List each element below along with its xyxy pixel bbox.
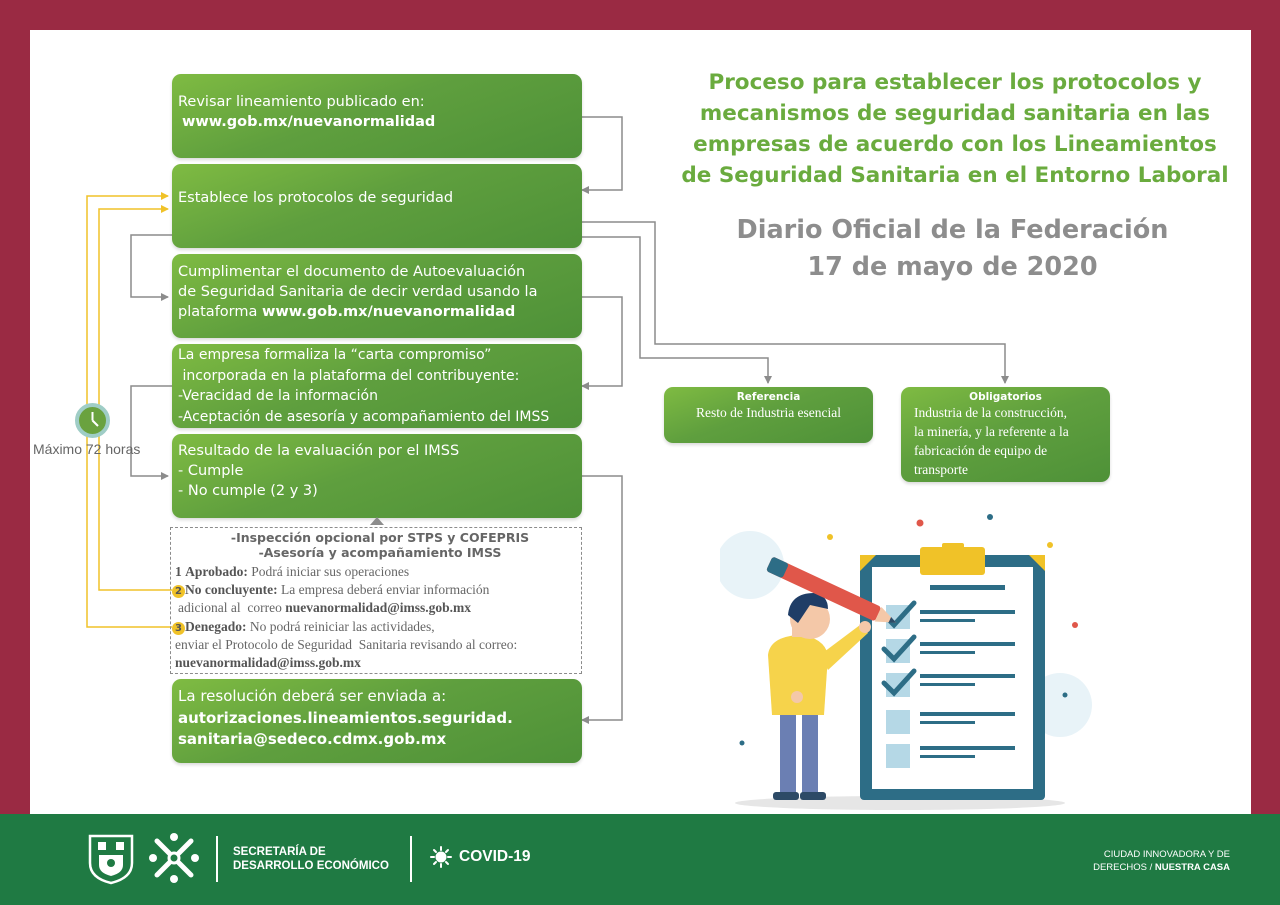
step-review-link[interactable]: www.gob.mx/nuevanormalidad: [182, 114, 436, 130]
step-imss-result: [172, 434, 582, 518]
step-self-link[interactable]: www.gob.mx/nuevanormalidad: [262, 304, 516, 320]
step-establish-text: Establece los protocolos de seguridad: [178, 190, 454, 206]
approved-num: 1: [175, 564, 182, 579]
inconclusive-text-2: adicional al correo: [178, 600, 286, 615]
step-result-line: Resultado de la evaluación por el IMSS: [178, 443, 460, 459]
denied-email[interactable]: nuevanormalidad@imss.gob.mx: [175, 655, 361, 670]
secretaria-line-2: DESARROLLO ECONÓMICO: [233, 860, 389, 872]
inconclusive-num: 2: [172, 585, 185, 598]
step-establish-protocols: [172, 164, 582, 248]
step-self-line3: plataforma: [178, 304, 262, 320]
outcome-denied-line2: enviar el Protocolo de Seguridad Sanitaria revisando al correo:: [175, 637, 518, 652]
title-line: mecanismos de seguridad sanitaria en las: [699, 101, 1211, 126]
inspection-head-1: -Inspección opcional por STPS y COFEPRIS: [230, 530, 530, 545]
denied-label: Denegado:: [185, 619, 247, 634]
step-commit-line: incorporada en la plataforma del contribuyente:: [178, 367, 520, 384]
title-line: empresas de acuerdo con los Lineamientos: [693, 132, 1217, 157]
denied-num: 3: [172, 622, 185, 635]
approved-label: Aprobado:: [185, 564, 248, 579]
resolution-text: La resolución deberá ser enviada a:: [178, 687, 447, 705]
outcome-denied-email: [175, 655, 361, 671]
obligatorios-line: fabricación de equipo de: [914, 443, 1048, 458]
category-obligatorios: [901, 387, 1110, 482]
step-self-line1: Cumplimentar el documento de Autoevaluación: [178, 264, 526, 280]
divider: [216, 836, 218, 882]
slogan-prefix: DERECHOS /: [1093, 862, 1155, 873]
category-referencia: [664, 387, 873, 443]
connector-s4-s5: [131, 386, 172, 476]
slogan-line-2: [1020, 862, 1230, 873]
outcome-approved: [175, 564, 409, 580]
secretaria-line-1: SECRETARÍA DE: [233, 846, 326, 858]
referencia-head: Referencia: [736, 391, 801, 403]
cdmx-shield-icon: [87, 833, 135, 885]
approved-text: Podrá iniciar sus operaciones: [247, 564, 410, 579]
obligatorios-head: Obligatorios: [969, 391, 1042, 403]
resolution-email-2[interactable]: sanitaria@sedeco.cdmx.gob.mx: [178, 730, 447, 748]
connector-s1-s2: [582, 117, 622, 190]
slogan-line-1: CIUDAD INNOVADORA Y DE: [1103, 849, 1230, 860]
step-self-assessment: [172, 254, 582, 338]
step-commitment-letter: [172, 344, 582, 428]
step-review-guidelines: [172, 74, 582, 158]
title-line: de Seguridad Sanitaria en el Entorno Laboral: [681, 163, 1229, 188]
slogan-bold: NUESTRA CASA: [1154, 862, 1230, 873]
denied-text: No podrá reiniciar las actividades,: [246, 619, 435, 634]
referencia-text: Resto de Industria esencial: [695, 405, 842, 420]
step-self-line2: de Seguridad Sanitaria de decir verdad usando la: [178, 284, 538, 300]
inconclusive-text: La empresa deberá enviar información: [277, 582, 490, 597]
inconclusive-label: No concluyente:: [185, 582, 278, 597]
connector-s2-s3: [131, 235, 172, 297]
inconclusive-email[interactable]: nuevanormalidad@imss.gob.mx: [285, 600, 472, 615]
connector-s5-s6: [582, 476, 622, 720]
result-pointer: [370, 517, 384, 525]
covid-label: COVID-19: [459, 848, 531, 865]
obligatorios-line: transporte: [914, 462, 968, 477]
timer-label: Máximo 72 horas: [33, 441, 141, 457]
step-result-line: - No cumple (2 y 3): [178, 483, 318, 499]
obligatorios-line: la minería, y la referente a la: [914, 424, 1069, 439]
inspection-head-2: -Asesoría y acompañamiento IMSS: [258, 545, 502, 560]
outcome-inconclusive: [172, 582, 489, 598]
yellow-connector-2: [99, 209, 172, 590]
connector-s3-s4: [582, 297, 622, 386]
step-send-resolution: [172, 679, 582, 763]
title-line: Proceso para establecer los protocolos y: [708, 70, 1202, 95]
divider: [410, 836, 412, 882]
step-result-line: - Cumple: [178, 463, 244, 479]
obligatorios-line: Industria de la construcción,: [914, 405, 1067, 420]
resolution-email-1[interactable]: autorizaciones.lineamientos.seguridad.: [178, 708, 513, 727]
step-commit-line: -Veracidad de la información: [178, 388, 378, 404]
publication-source: Diario Oficial de la Federación: [736, 215, 1169, 245]
checklist-illustration: [720, 505, 1100, 815]
footer-bar: [0, 814, 1280, 905]
outcome-inconclusive-line2: [178, 600, 471, 616]
publication-info: [700, 212, 1205, 286]
step-review-text: Revisar lineamiento publicado en:: [178, 94, 425, 110]
clock-icon: [75, 403, 110, 438]
cdmx-logo-icon: [147, 831, 201, 885]
virus-icon: [430, 846, 452, 868]
page-title: [655, 67, 1255, 191]
publication-date: 17 de mayo de 2020: [807, 252, 1098, 282]
step-commit-line: La empresa formaliza la “carta compromiso”: [178, 347, 492, 363]
step-commit-line: -Aceptación de asesoría y acompañamiento del IMSS: [178, 408, 550, 425]
outcome-denied: [172, 619, 435, 635]
